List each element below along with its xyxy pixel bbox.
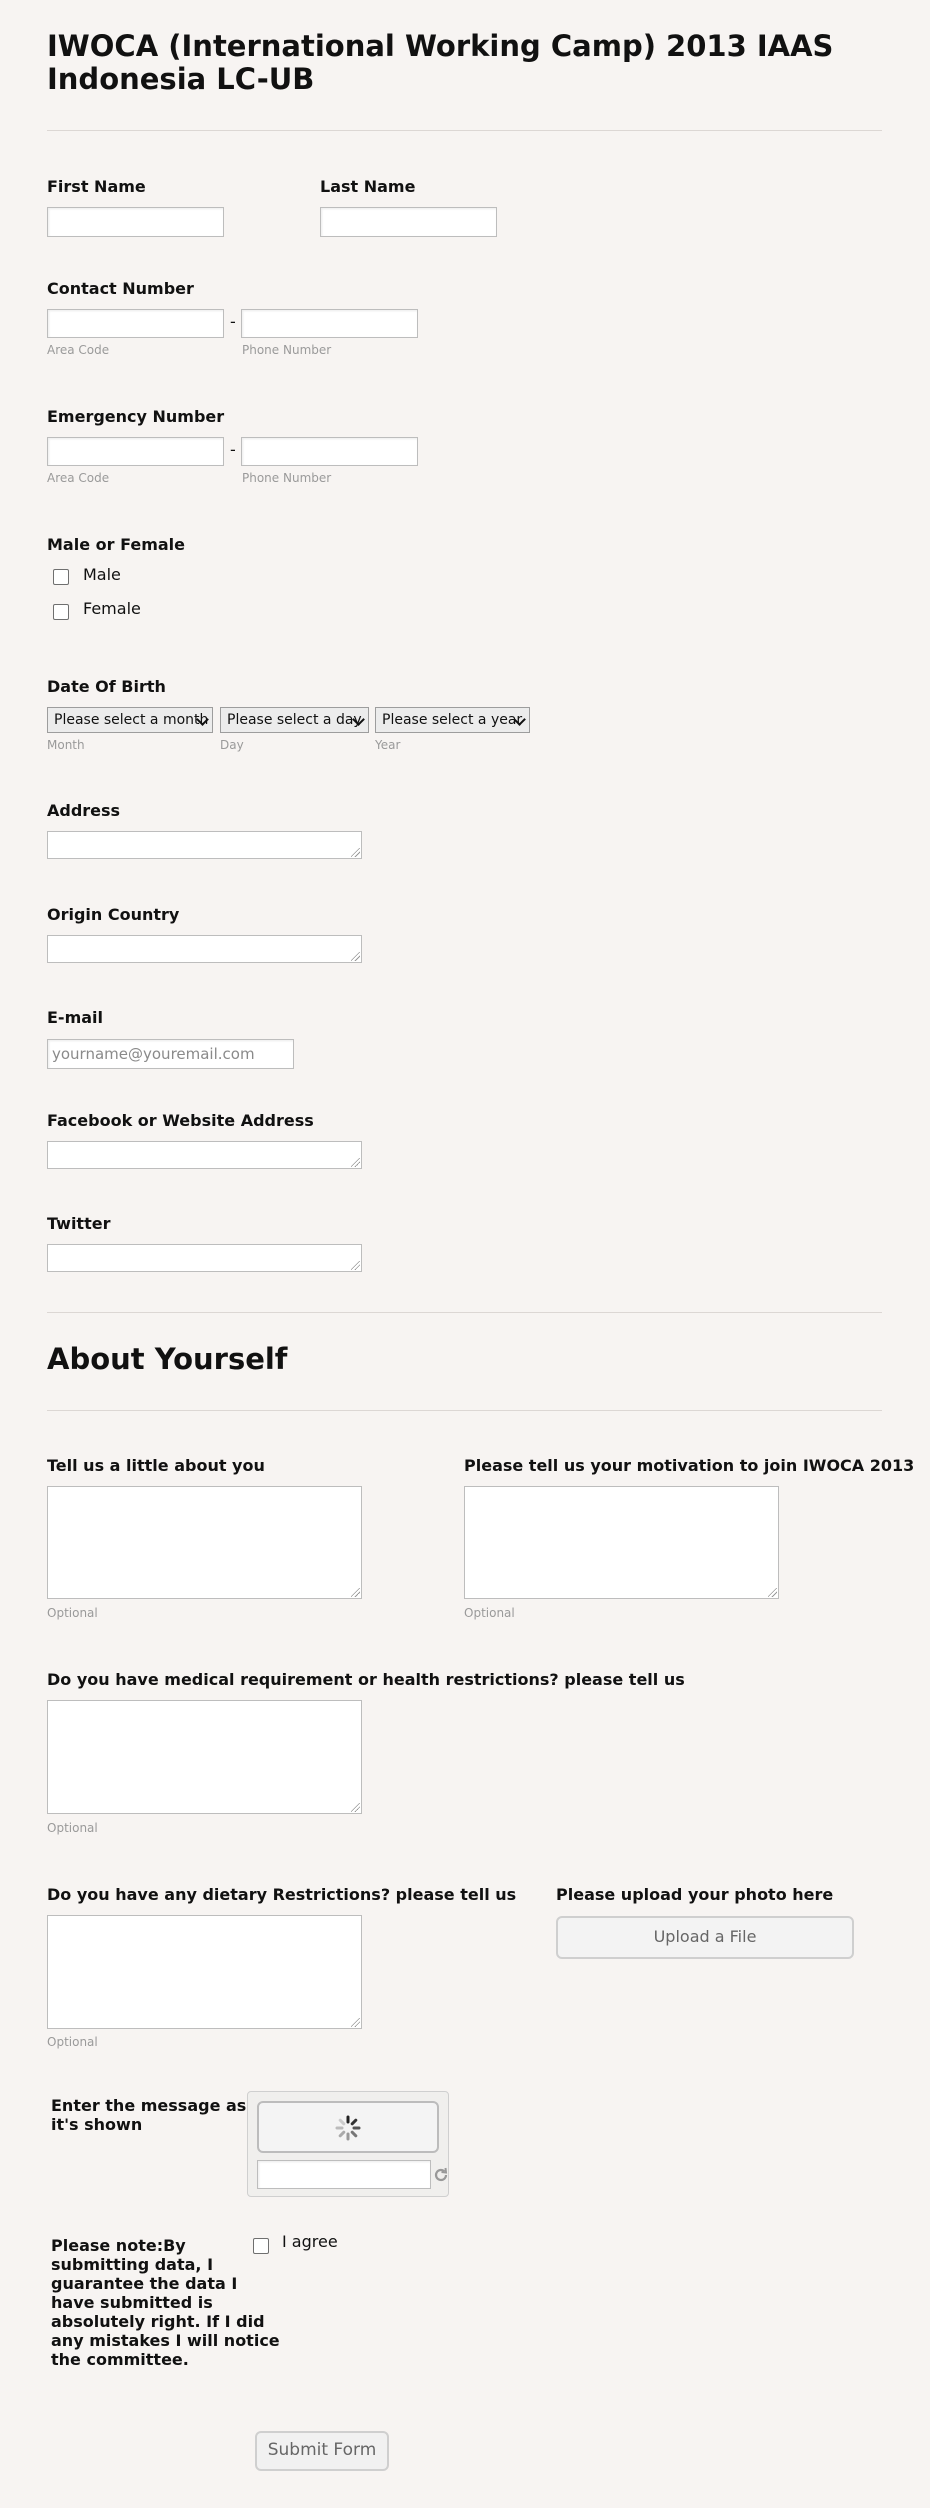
contact-phone-sublabel: Phone Number (242, 343, 332, 357)
first-name-input[interactable] (47, 207, 224, 237)
captcha-label: Enter the message as it's shown (51, 2096, 247, 2134)
resize-handle-icon[interactable] (768, 1588, 777, 1597)
emergency-area-code-sublabel: Area Code (47, 471, 110, 485)
male-checkbox[interactable] (53, 569, 69, 585)
dob-label: Date Of Birth (47, 677, 166, 696)
resize-handle-icon[interactable] (351, 1261, 360, 1270)
tell-us-textarea[interactable] (47, 1486, 362, 1599)
dob-year-value: Please select a year (382, 712, 523, 728)
motivation-label: Please tell us your motivation to join IWOCA 2013 (464, 1456, 915, 1475)
agree-checkbox[interactable] (253, 2238, 269, 2254)
address-textarea[interactable] (47, 831, 362, 859)
agreement-note: Please note:By submitting data, I guarantee the data I have submitted is absolutely right. If I did any mistakes I will notice the committee. (51, 2236, 280, 2369)
dob-day-select[interactable] (220, 707, 369, 733)
last-name-input[interactable] (320, 207, 497, 237)
medical-label: Do you have medical requirement or health restrictions? please tell us (47, 1670, 685, 1689)
male-option-label[interactable]: Male (83, 565, 121, 584)
photo-label: Please upload your photo here (556, 1885, 834, 1904)
origin-country-textarea[interactable] (47, 935, 362, 963)
contact-area-code-sublabel: Area Code (47, 343, 110, 357)
twitter-label: Twitter (47, 1214, 111, 1233)
dob-month-select[interactable] (47, 707, 213, 733)
dietary-label: Do you have any dietary Restrictions? please tell us (47, 1885, 517, 1904)
tell-us-sublabel: Optional (47, 1606, 98, 1620)
gender-label: Male or Female (47, 535, 186, 554)
email-input[interactable] (47, 1039, 294, 1069)
resize-handle-icon[interactable] (351, 1158, 360, 1167)
email-placeholder: yourname@youremail.com (52, 1045, 255, 1063)
emergency-separator: - (230, 440, 236, 459)
dob-year-select[interactable] (375, 707, 530, 733)
upload-file-button[interactable]: Upload a File (556, 1916, 854, 1959)
last-name-label: Last Name (320, 177, 416, 196)
medical-textarea[interactable] (47, 1700, 362, 1814)
facebook-label: Facebook or Website Address (47, 1111, 314, 1130)
address-label: Address (47, 801, 121, 820)
dietary-sublabel: Optional (47, 2035, 98, 2049)
resize-handle-icon[interactable] (351, 848, 360, 857)
agree-label[interactable]: I agree (282, 2232, 338, 2251)
motivation-sublabel: Optional (464, 1606, 515, 1620)
resize-handle-icon[interactable] (351, 2018, 360, 2027)
motivation-textarea[interactable] (464, 1486, 779, 1599)
tell-us-label: Tell us a little about you (47, 1456, 265, 1475)
resize-handle-icon[interactable] (351, 952, 360, 961)
female-checkbox[interactable] (53, 604, 69, 620)
divider (47, 1410, 882, 1411)
emergency-phone-sublabel: Phone Number (242, 471, 332, 485)
facebook-textarea[interactable] (47, 1141, 362, 1169)
captcha-container (247, 2091, 449, 2197)
first-name-label: First Name (47, 177, 146, 196)
resize-handle-icon[interactable] (351, 1803, 360, 1812)
dob-month-sublabel: Month (47, 738, 85, 752)
dietary-textarea[interactable] (47, 1915, 362, 2029)
emergency-number-label: Emergency Number (47, 407, 225, 426)
emergency-area-code-input[interactable] (47, 437, 224, 466)
medical-sublabel: Optional (47, 1821, 98, 1835)
dob-month-value: Please select a month (54, 712, 209, 728)
refresh-icon[interactable] (432, 2166, 450, 2184)
dob-year-sublabel: Year (375, 738, 401, 752)
submit-button[interactable]: Submit Form (255, 2431, 389, 2471)
loading-spinner-icon (334, 2114, 362, 2142)
twitter-textarea[interactable] (47, 1244, 362, 1272)
captcha-image (257, 2101, 439, 2153)
divider (47, 130, 882, 131)
resize-handle-icon[interactable] (351, 1588, 360, 1597)
about-heading: About Yourself (47, 1342, 288, 1376)
contact-number-label: Contact Number (47, 279, 194, 298)
form-title: IWOCA (International Working Camp) 2013 IAAS Indonesia LC-UB (47, 29, 834, 96)
dob-day-value: Please select a day (227, 712, 362, 728)
dob-day-sublabel: Day (220, 738, 244, 752)
female-option-label[interactable]: Female (83, 599, 141, 618)
contact-area-code-input[interactable] (47, 309, 224, 338)
email-label: E-mail (47, 1008, 104, 1027)
origin-country-label: Origin Country (47, 905, 180, 924)
contact-separator: - (230, 312, 236, 331)
contact-phone-input[interactable] (241, 309, 418, 338)
divider (47, 1312, 882, 1313)
captcha-input[interactable] (257, 2160, 431, 2189)
emergency-phone-input[interactable] (241, 437, 418, 466)
